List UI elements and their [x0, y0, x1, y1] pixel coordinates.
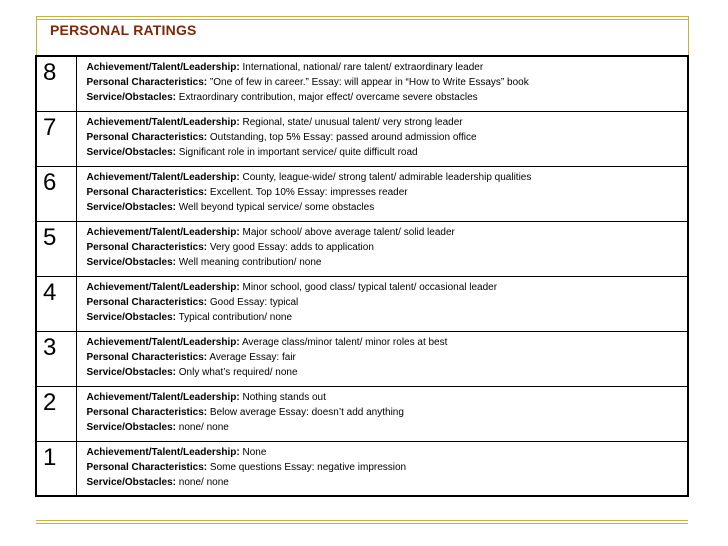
personal-label: Personal Characteristics: — [86, 77, 208, 88]
personal-line — [87, 350, 688, 365]
rating-score: 6 — [36, 166, 76, 221]
personal-text: Below average Essay: doesn’t add anything — [209, 406, 404, 418]
rating-row — [36, 56, 688, 111]
service-line — [87, 420, 688, 435]
rating-score: 4 — [36, 276, 76, 331]
service-text: Typical contribution/ none — [178, 311, 293, 323]
service-text: none/ none — [178, 421, 229, 433]
service-text: none/ none — [178, 476, 229, 488]
rating-score: 5 — [36, 221, 76, 276]
achievement-line — [87, 115, 688, 130]
personal-label: Personal Characteristics: — [86, 241, 208, 253]
service-label: Service/Obstacles: — [86, 476, 176, 488]
achievement-label: Achievement/Talent/Leadership: — [86, 446, 240, 458]
achievement-label: Achievement/Talent/Leadership: — [86, 116, 240, 128]
rating-description — [76, 276, 688, 331]
personal-label: Personal Characteristics: — [86, 351, 208, 363]
service-text: Well beyond typical service/ some obstacles — [178, 201, 375, 213]
achievement-line — [87, 445, 688, 460]
service-line — [87, 90, 688, 105]
rating-row — [36, 166, 688, 221]
personal-text: Good Essay: typical — [209, 296, 299, 308]
achievement-label: Achievement/Talent/Leadership: — [86, 281, 240, 293]
personal-line — [87, 240, 688, 255]
service-line — [87, 255, 688, 270]
service-label: Service/Obstacles: — [86, 421, 176, 433]
personal-label: Personal Characteristics: — [86, 186, 208, 198]
bottom-rule — [36, 520, 688, 524]
service-line — [87, 310, 688, 325]
rating-score: 1 — [36, 441, 76, 496]
personal-line — [87, 460, 688, 475]
service-label: Service/Obstacles: — [86, 92, 176, 103]
achievement-text: Major school/ above average talent/ solid leader — [242, 226, 455, 238]
service-line — [87, 475, 688, 490]
achievement-line — [87, 60, 688, 75]
achievement-line — [87, 390, 688, 405]
service-label: Service/Obstacles: — [86, 201, 176, 213]
rating-row — [36, 441, 688, 496]
achievement-text: Nothing stands out — [242, 391, 326, 403]
page-title: PERSONAL RATINGS — [50, 22, 197, 38]
service-label: Service/Obstacles: — [86, 311, 176, 323]
service-text: Well meaning contribution/ none — [178, 256, 322, 268]
achievement-line — [87, 170, 688, 185]
personal-text: Average Essay: fair — [209, 351, 296, 363]
achievement-label: Achievement/Talent/Leadership: — [86, 336, 240, 348]
personal-label: Personal Characteristics: — [86, 406, 208, 418]
personal-line — [87, 295, 688, 310]
ratings-table — [35, 55, 689, 497]
service-label: Service/Obstacles: — [86, 256, 176, 268]
rating-score: 3 — [36, 331, 76, 386]
rating-description — [76, 386, 688, 441]
achievement-line — [87, 225, 688, 240]
personal-text: Very good Essay: adds to application — [209, 241, 374, 253]
personal-text: ”One of few in career.” Essay: will appear in “How to Write Essays” book — [209, 77, 529, 88]
personal-line — [87, 405, 688, 420]
achievement-label: Achievement/Talent/Leadership: — [86, 171, 240, 183]
personal-text: Some questions Essay: negative impression — [209, 461, 407, 473]
achievement-text: Regional, state/ unusual talent/ very strong leader — [242, 116, 463, 128]
achievement-line — [87, 280, 688, 295]
rating-description — [76, 111, 688, 166]
personal-label: Personal Characteristics: — [86, 131, 208, 143]
achievement-label: Achievement/Talent/Leadership: — [86, 226, 240, 238]
achievement-text: International, national/ rare talent/ extraordinary leader — [242, 62, 484, 73]
achievement-label: Achievement/Talent/Leadership: — [86, 62, 240, 73]
rating-description — [76, 331, 688, 386]
rating-score: 8 — [36, 56, 76, 111]
service-line — [87, 200, 688, 215]
personal-text: Outstanding, top 5% Essay: passed around admission office — [209, 131, 477, 143]
achievement-text: Minor school, good class/ typical talent/ occasional leader — [242, 281, 498, 293]
achievement-label: Achievement/Talent/Leadership: — [86, 391, 240, 403]
personal-label: Personal Characteristics: — [86, 461, 208, 473]
rating-row — [36, 331, 688, 386]
personal-text: Excellent. Top 10% Essay: impresses reader — [209, 186, 408, 198]
rating-row — [36, 111, 688, 166]
service-text: Only what’s required/ none — [178, 366, 298, 378]
achievement-text: County, league-wide/ strong talent/ admirable leadership qualities — [242, 171, 532, 183]
rating-description — [76, 166, 688, 221]
rating-score: 7 — [36, 111, 76, 166]
achievement-text: None — [242, 446, 267, 458]
personal-line — [87, 130, 688, 145]
rating-row — [36, 221, 688, 276]
rating-row — [36, 276, 688, 331]
personal-line — [87, 185, 688, 200]
service-line — [87, 145, 688, 160]
right-rule — [688, 16, 689, 56]
rating-description — [76, 221, 688, 276]
personal-label: Personal Characteristics: — [86, 296, 208, 308]
rating-description — [76, 441, 688, 496]
top-rule — [36, 16, 688, 20]
service-text: Significant role in important service/ quite difficult road — [178, 146, 418, 158]
left-rule — [36, 16, 37, 56]
service-text: Extraordinary contribution, major effect/ overcame severe obstacles — [178, 92, 478, 103]
rating-row — [36, 386, 688, 441]
service-line — [87, 365, 688, 380]
service-label: Service/Obstacles: — [86, 366, 176, 378]
achievement-text: Average class/minor talent/ minor roles at best — [241, 336, 448, 348]
service-label: Service/Obstacles: — [86, 146, 176, 158]
rating-score: 2 — [36, 386, 76, 441]
achievement-line — [87, 335, 688, 350]
rating-description — [76, 56, 688, 111]
personal-line — [87, 75, 688, 90]
